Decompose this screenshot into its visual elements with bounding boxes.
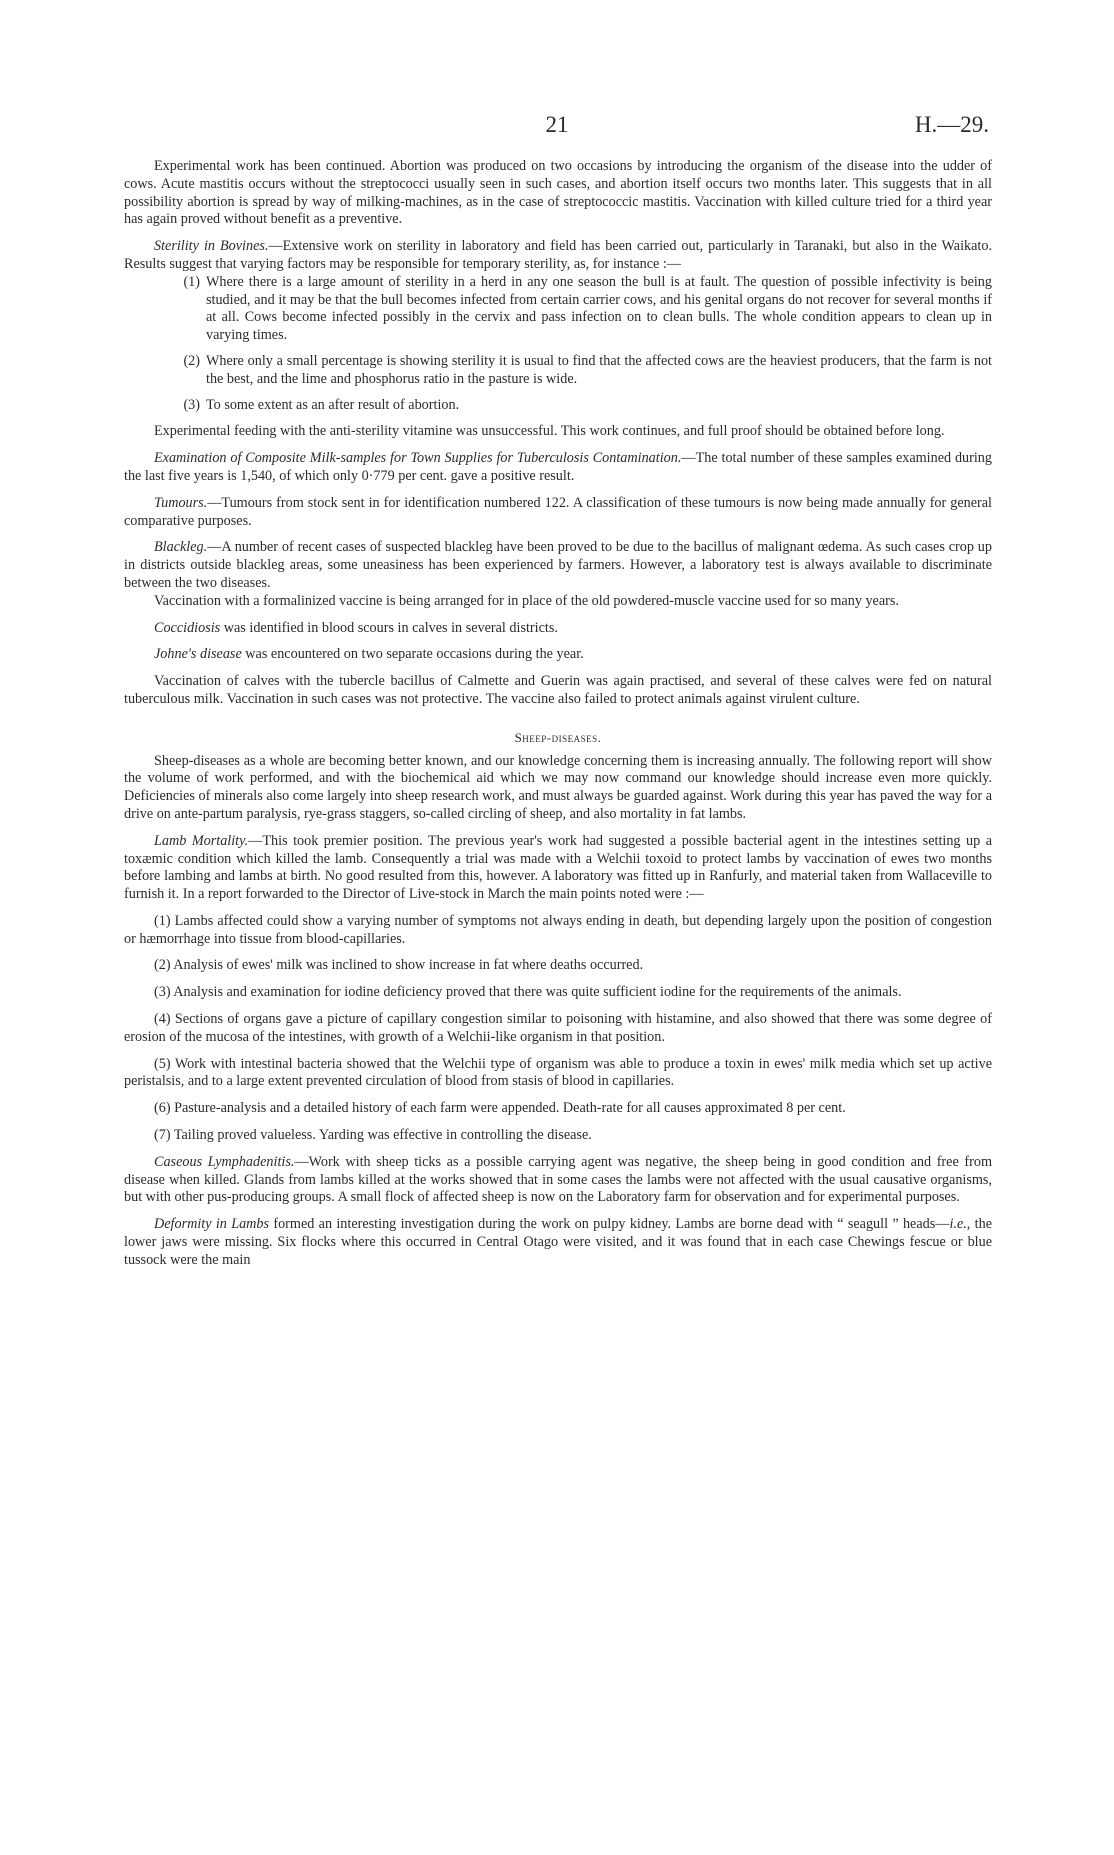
tumours-title: Tumours. (154, 494, 208, 511)
paragraph-calmette: Vaccination of calves with the tubercle bacillus of Calmette and Guerin was again practised, and several of these calves were fed on natural tuberculous milk. Vaccination in such cases was not protective. The vaccine also failed to protect animals against virulent culture. (124, 673, 992, 707)
deformity-ie: i.e. (949, 1216, 967, 1233)
paragraph-sheep: Sheep-diseases as a whole are becoming better known, and our knowledge concerning them is increasing annually. The following report will show the volume of work performed, and with the biochemical aid which we may now command our knowledge should increase even more quickly. Deficiencies of minerals also come largely into sheep research work, and must always be guarded against. Work during this year has paved the way for a drive on ante-partum paralysis, rye-grass staggers, so-called circling of sheep, and also mortality in fat lambs. (124, 752, 992, 822)
list-item (124, 397, 992, 415)
sterility-list (124, 274, 992, 415)
list-item (124, 274, 992, 345)
paragraph-lamb-mortality (124, 833, 992, 904)
coccidiosis-text: was identified in blood scours in calves in several districts. (220, 619, 558, 636)
caseous-title: Caseous Lymphadenitis. (154, 1153, 295, 1170)
lamb-point: (1) Lambs affected could show a varying number of symptoms not always ending in death, but depending largely upon the position of congestion or hæmorrhage into tissue from blood-capillaries. (124, 912, 992, 947)
page-number: 21 (545, 112, 569, 137)
tumours-text: —Tumours from stock sent in for identification numbered 122. A classification of these tumours is now being made annually for general comparative purposes. (124, 494, 992, 529)
paragraph-johnes (124, 646, 992, 664)
list-item (124, 353, 992, 389)
document-reference: H.—29. (914, 112, 989, 137)
paragraph-caseous (124, 1154, 992, 1207)
lamb-point: (4) Sections of organs gave a picture of capillary congestion similar to poisoning with histamine, and also showed that there was some degree of erosion of the mucosa of the intestines, with growth of a Welchii-like organism in that position. (124, 1011, 992, 1045)
paragraph-blackleg (124, 539, 992, 592)
johnes-text: was encountered on two separate occasions during the year. (241, 646, 584, 663)
lamb-title: Lamb Mortality. (154, 832, 249, 849)
list-item-text: To some extent as an after result of abortion. (206, 396, 460, 413)
list-item-number: (3) (183, 396, 200, 413)
coccidiosis-title: Coccidiosis (154, 619, 221, 636)
sterility-title: Sterility in Bovines. (154, 238, 269, 255)
deformity-title: Deformity in Lambs (154, 1216, 270, 1233)
blackleg-title: Blackleg. (154, 539, 208, 556)
paragraph-vaccination: Vaccination with a formalinized vaccine is being arranged for in place of the old powdered-muscle vaccine used for so many years. (154, 592, 899, 609)
list-item-number: (2) (183, 352, 200, 369)
document-body (124, 158, 992, 1279)
milk-title: Examination of Composite Milk-samples for Town Supplies for Tuberculosis Contamination. (154, 450, 682, 467)
deformity-text: formed an interesting investigation during the work on pulpy kidney. Lambs are borne dead with “ seagull ” heads— (269, 1216, 950, 1233)
blackleg-text: —A number of recent cases of suspected blackleg have been proved to be due to the bacillus of malignant œdema. As such cases crop up in districts outside blackleg areas, some uneasiness has been experienced by farmers. However, a laboratory test is always available to discriminate between the two diseases. (124, 539, 992, 591)
lamb-point: (6) Pasture-analysis and a detailed history of each farm were appended. Death-rate for all causes approximated 8 per cent. (154, 1100, 846, 1117)
paragraph-deformity (124, 1216, 992, 1269)
lamb-point: (3) Analysis and examination for iodine deficiency proved that there was quite sufficient iodine for the requirements of the animals. (154, 984, 902, 1001)
paragraph-feeding: Experimental feeding with the anti-sterility vitamine was unsuccessful. This work continues, and full proof should be obtained before long. (154, 423, 945, 440)
list-item-text: Where only a small percentage is showing sterility it is usual to find that the affected cows are the heaviest producers, that the farm is not the best, and the lime and phosphorus ratio in the pasture is wide. (206, 352, 992, 387)
sterility-text: —Extensive work on sterility in laboratory and field has been carried out, particularly in Taranaki, but also in the Waikato. Results suggest that varying factors may be responsible for temporary sterility, as, for instance :— (124, 238, 992, 272)
paragraph-milk-samples (124, 450, 992, 486)
list-item-number: (1) (183, 273, 200, 290)
lamb-point: (5) Work with intestinal bacteria showed that the Welchii type of organism was able to produce a toxin in ewes' milk media which set up active peristalsis, and to a large extent prevented circulation of blood from stasis of blood in capillaries. (124, 1055, 992, 1090)
list-item-text: Where there is a large amount of sterility in a herd in any one season the bull is at fault. The question of possible infectivity is being studied, and it may be that the bull becomes infected from certain carrier cows, and his genital organs do not recover for several months if at all. Cows become infected possibly in the cervix and pass infection on to clean bulls. The whole condition appears to clean up in varying times. (206, 273, 992, 344)
lamb-point: (2) Analysis of ewes' milk was inclined to show increase in fat where deaths occurred. (154, 957, 644, 974)
lamb-point: (7) Tailing proved valueless. Yarding was effective in controlling the disease. (154, 1127, 592, 1144)
milk-text: —The total number of these samples examined during the last five years is 1,540, of which only 0·779 per cent. gave a positive result. (124, 450, 992, 484)
johnes-title: Johne's disease (154, 646, 242, 663)
paragraph-coccidiosis (124, 620, 992, 638)
paragraph-abortion: Experimental work has been continued. Abortion was produced on two occasions by introducing the organism of the disease into the udder of cows. Acute mastitis occurs without the streptococci usually seen in such cases, and abortion itself occurs two months later. This suggests that in all possibility abortion is spread by way of milking-machines, as in the case of streptococcic mastitis. Vaccination with killed culture tried for a third year has again proved without benefit as a preventive. (124, 158, 992, 228)
paragraph-sterility (124, 238, 992, 274)
section-heading-sheep: Sheep-diseases. (514, 729, 602, 745)
caseous-text: —Work with sheep ticks as a possible carrying agent was negative, the sheep being in good condition and free from disease when killed. Glands from lambs killed at the works showed that in some cases the lambs were not affected with the usual causative organisms, but with other pus-producing groups. A small flock of affected sheep is now on the Laboratory farm for observation and for experimental purposes. (124, 1153, 992, 1206)
paragraph-tumours (124, 495, 992, 531)
deformity-text-2: , the lower jaws were missing. Six flocks where this occurred in Central Otago were visited, and it was found that in each case Chewings fescue or blue tussock were the main (124, 1216, 992, 1268)
lamb-text: —This took premier position. The previous year's work had suggested a possible bacterial agent in the intestines setting up a toxæmic condition which killed the lamb. Consequently a trial was made with a Welchii toxoid to protect lambs by vaccination of ewes two months before lambing and lambs at birth. No good resulted from this, however. A laboratory was fitted up in Ranfurly, and material taken from Wallaceville to furnish it. In a report forwarded to the Director of Live-stock in March the main points noted were :— (124, 832, 992, 903)
